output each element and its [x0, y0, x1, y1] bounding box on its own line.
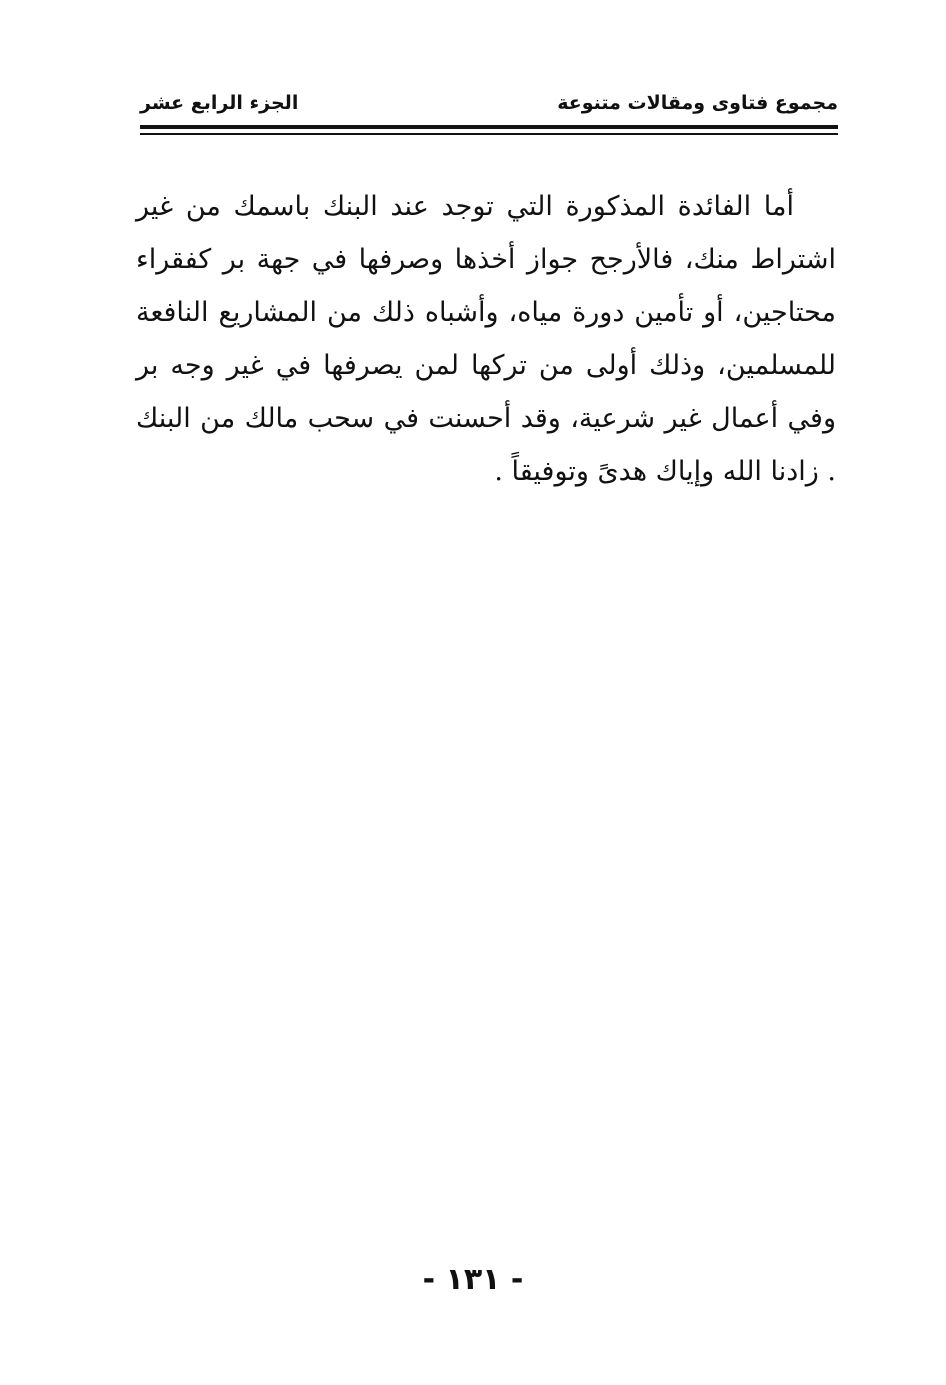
page-number: - ١٣١ -: [422, 1262, 524, 1297]
header-rule-thick: [140, 125, 838, 129]
header-rule-thin: [140, 133, 838, 135]
volume-label: الجزء الرابع عشر: [140, 92, 299, 114]
running-header: [140, 92, 838, 122]
book-title: مجموع فتاوى ومقالات متنوعة: [557, 92, 838, 114]
body-paragraph: أما الفائدة المذكورة التي توجد عند البنك باسمك من غير اشتراط منك، فالأرجح جواز أخذها وصرفها في جهة بر كفقراء محتاجين، أو تأمين دورة مياه، وأشباه ذلك من المشاريع النافعة للمسلمين، وذلك أولى من تركها لمن يصرفها في غير وجه بر وفي أعمال غير شرعية، وقد أحسنت في سحب مالك من البنك . زادنا الله وإياك هدىً وتوفيقاً .: [136, 191, 836, 487]
body-text: [136, 180, 836, 498]
